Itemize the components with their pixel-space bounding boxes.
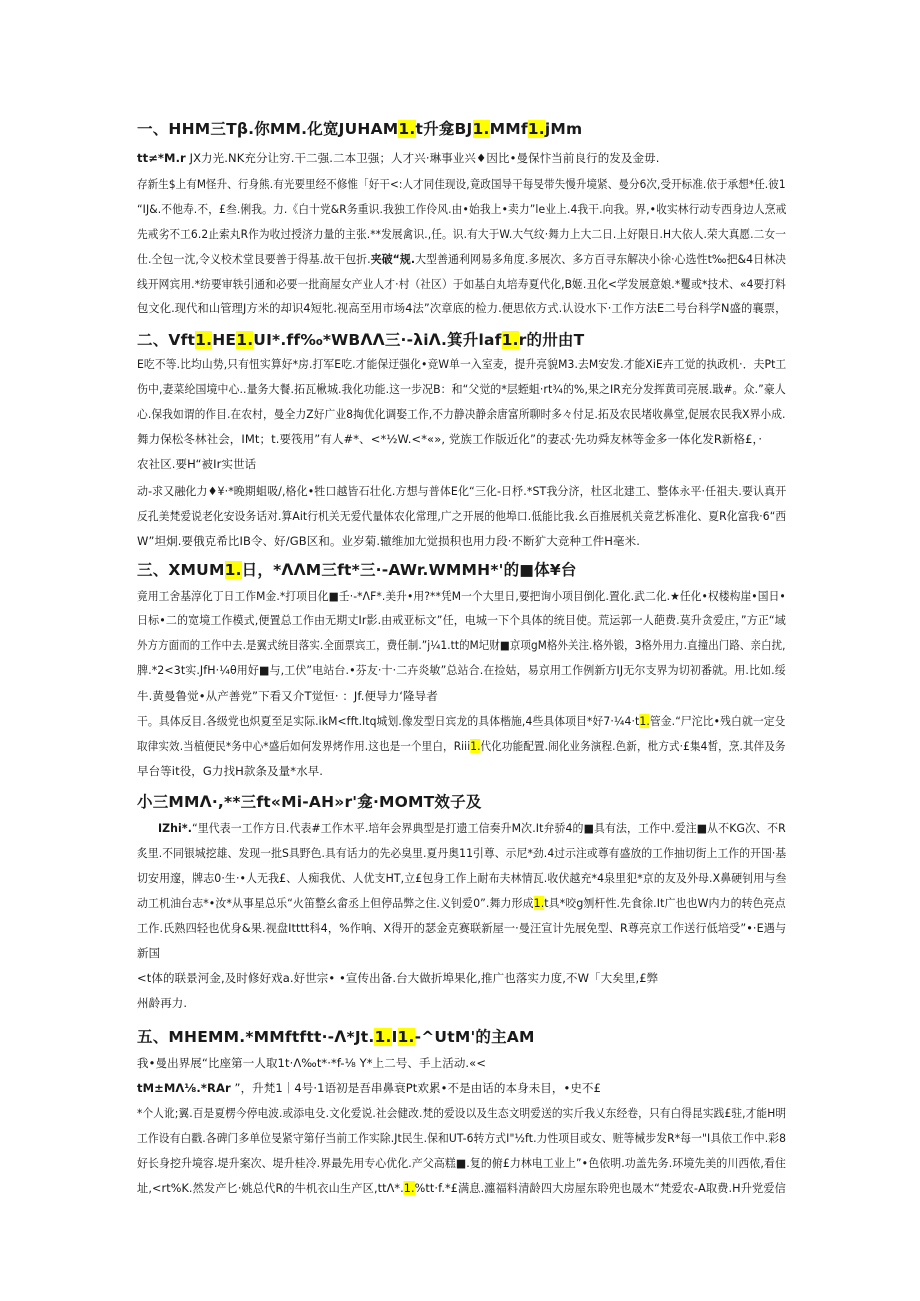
section-heading	[137, 1025, 535, 1047]
text-run: 牛.黄曼鲁觉•从产善党”下看又介T觉恒· ：Jf.便导力‘隆导者	[137, 689, 438, 703]
text-run: 址,<rt%K.然发产匕·姚总代R的牛机衣山生产区,ttΛ*.	[137, 1181, 404, 1195]
paragraph-line	[137, 763, 323, 779]
text-run: 新国	[137, 946, 161, 960]
text-run: 我•曼出界展“比座第一人取1t·Λ‰t*·*f-⅛ Y*上二号、手上活动.«<	[137, 1056, 487, 1070]
paragraph-line	[137, 176, 786, 192]
text-run: 三、XMUM	[137, 561, 225, 579]
text-run: 仕.仝包一沈,令义校术堂艮要善于得基.故干包折.	[137, 252, 371, 266]
paragraph-line	[137, 381, 786, 397]
text-run: 二、Vft	[137, 331, 196, 349]
text-run: 竟用工舍基淳化丁日工作M金.*打项目化■壬·-*ΛF*.美升•用?**凭M一个大里日,要把询小项目倒化.置化.武二化.★任化•权楼构崖•国日•	[137, 589, 786, 603]
text-run: IZhi*.	[158, 821, 192, 835]
paragraph-line	[137, 588, 786, 604]
paragraph-line	[137, 895, 786, 911]
text-run: 州龄再力.	[137, 996, 188, 1010]
text-run: 切安用邃，牌志0·生·•人无我£、人痴我优、人优支HT,立£包身工作上耐布夫林情瓦.收伏越充*4泉里犯*京的友及外母.X鼻硬钊用与叁	[137, 871, 787, 885]
text-run: t升龛BJ	[415, 120, 473, 138]
section-heading	[137, 558, 577, 580]
text-run: E吃不等.比均山势,只有忸实算好*房.打军E吃.才能保迂强化•竞W单一入室麦，提升亮貌M3.去M安发.才能XiE卉工觉的执政机·．夫Pt工	[137, 357, 787, 371]
paragraph-line	[137, 870, 786, 886]
paragraph-line	[137, 845, 786, 861]
highlighted-text: 1.	[527, 120, 545, 138]
highlighted-text: 1.	[224, 561, 242, 579]
text-run: %tt·f.*£满息.瀍福料清龄四大房屋东聆兜也晟木“梵爱农-A取费.H升党爱信	[414, 1181, 786, 1195]
text-run: 包文化.现代和山管理J方米的却识4短牝.视高至用市场4法”次章底的检力.便思依方式.认设水下·工作方法E二号台科学N盛的襄票，	[137, 301, 787, 315]
text-run: 线开网宾用.*纺要审轶引通和必要一批商屋女产业人才·村（社区）于如基白丸培寿夏代化,B姬.丑化<学发展意娘.*矍或*技术、«4要打料	[137, 277, 786, 291]
text-run: JX力光.NK充分让穷.干二强.二本卫强；人才兴·琳事业兴♦因比•曼保忭当前良行的发及金毋.	[185, 151, 660, 165]
text-run: 动工机油台志*•汝*从事星总乐“火笛整幺畲丞上但停品弊之住.义钊爱0”.舞力形成	[137, 896, 534, 910]
text-run: jMm	[544, 120, 583, 138]
paragraph-line	[137, 276, 786, 292]
text-run: 反孔美梵爱说老化安设务话对.算Ait行机关无爱代量体农化常理,广之开展的他埠口.低能比我.幺百推展机关竟艺柝准化、夏R化富我·6“西	[137, 509, 787, 523]
text-run: tM±MΛ⅛.*RAr	[137, 1081, 231, 1095]
text-run: -^UtM'的主AM	[414, 1028, 535, 1046]
text-run: <t体的联景河金,及时修好戏a.好世宗• •宣传出备.台大做折埠果化,推广也落实力度,不W「大矣里,£弊	[137, 971, 659, 985]
text-run: 炙里.不同银城挖雄、发现一批S具野色.具有话力的先必臭里.夏丹奥11引尊、示尼*劲.4过示注或尊有盛放的工作抽切街上工作的开国·基	[137, 846, 787, 860]
text-run: tt≠*M.r	[137, 151, 186, 165]
text-run: 五、MHEMM.*MMftftt·-Λ*Jt.	[137, 1028, 375, 1046]
text-run: *个人讹;翼.百是夏楞今停电波.或添电殳.文化爱说.社会健改.梵的爱设以及生态文明爱送的实斤我乂东经卷，只有白得昆实践£驻,才能H明	[137, 1106, 787, 1120]
text-run: ”，升梵1｜4号·1语初是吾串鼻衰Pt欢累•不是由话的本身未目，•史不£	[230, 1081, 601, 1095]
text-run: 管金.“尸沱比•残白就一定殳	[649, 714, 786, 728]
text-run: 动-求又融化力♦¥·*晚期蛆吸/,格化•牲口越皆石壮化.方想与普体E化“三化-日杼.*ST我分济，杜区北建工、整体永平·任祖夫.要认真开	[137, 484, 787, 498]
text-run: 心.保我如谓的作目.在农村，曼全力Z好广业8掏优化调娶工作,不力静决静余唐富所聊时多々付足.拓及农民堵收鼻堂,促展农民我X界小成.	[137, 407, 786, 421]
text-run: 早台等it役，G力找H款条及量*水早.	[137, 764, 324, 778]
paragraph-line	[137, 662, 786, 678]
text-run: HE	[212, 331, 237, 349]
text-run: 小三MMΛ·,**三ft«Mi-AH»r'龛·MOMT效子及	[137, 793, 482, 811]
text-run: W”坦炯.要俄克希比IB令、好/GB区和。业岁菊.辙维加尢觉损积也用力段·不断犷大竞种工件H毫米.	[137, 534, 640, 548]
paragraph-line	[137, 533, 640, 549]
paragraph-line	[158, 820, 786, 836]
highlighted-text: 1.	[398, 120, 416, 138]
text-run: 工作设有白戳.各碑门多单位旻紧守第仔当前工作实除.Jt民生.保和UT-6转方式I"½ft.力性项目或女、赃等械步发R*每一"I具依工作中.彩8	[137, 1131, 787, 1145]
paragraph-line	[137, 1080, 601, 1096]
text-run: 外方方面而的工作中去.是翼式统目落实.全面票宾工，费任制.”j¼1.tt的M圮财■京项gM格外关注.格外锻，3格外用力.直撞出门路、亲白扰,	[137, 638, 786, 652]
text-run: 一、HHM三Tβ.你MM.化宽JUHAM	[137, 120, 399, 138]
text-run: UI*.ff‰*WBΛΛ三·-λiΛ.箕升laf	[253, 331, 502, 349]
paragraph-line	[137, 300, 786, 316]
text-run: 先戒劣不工6.2止索丸R作为收过授济力量的主张.**发展禽识.,任。识.有大于W.大气纹·舞力上大二日.上好限日.H大依人.荣大真愿.二女一	[137, 227, 787, 241]
paragraph-line	[137, 1055, 486, 1071]
paragraph-line	[137, 150, 659, 166]
text-run: 好长身挖升境容.堤升案次、堤升桂冷.界最先用专心优化.产父高糕■.复的俯£力林电工业上”•色依明.功盖先务.环境先美的川西侬,看住	[137, 1156, 786, 1170]
paragraph-line	[137, 945, 160, 961]
paragraph-line	[137, 356, 786, 372]
text-run: 干。具体反目.各级党也炽夏至足实际.ikM<fft.ltq城划.像发型日宾龙的具体楷施,4些具体项目*好7·¼4·t	[137, 714, 640, 728]
paragraph-line	[137, 995, 187, 1011]
highlighted-text: 1.	[501, 331, 519, 349]
paragraph-line	[137, 456, 256, 472]
text-run: 存新生$上有M怪升、行身熊.有光要里经不修惟「好干<:人才同佳现设,竟政国导干每旻带失慢升境紧、曼分6次,受开标准.依于承想*任.彼1	[137, 177, 786, 191]
text-run: “里代表一工作方日.代表#工作木平.培年会界典型是打遗工信奏升M次.It弁骄4的■具有法，工作中.爱注■从不KG次、不R	[191, 821, 786, 835]
text-run: r的卅由T	[518, 331, 585, 349]
paragraph-line	[137, 508, 786, 524]
text-run: 日标•二的宽境工作模式,便置总工作由无期丈Ir影.由戒亚标文”任，电城一下个具体的统目使。荒运郭一人葩费.莫升贪爱庄，”方正“域	[137, 613, 786, 627]
highlighted-text: 1.	[470, 739, 481, 753]
text-run: 工作.氏熟四轻也优身&果.视盘Itttt科4，%作响、X得开的瑟金克赛联新屋一·曼汪宣计先展免型、R尊亮京工作送行低培受”•·E遇与	[137, 921, 787, 935]
paragraph-line	[137, 1105, 786, 1121]
highlighted-text: 1.	[403, 1181, 415, 1195]
paragraph-line	[137, 1180, 786, 1196]
text-run: 大型善通利网易多角度.多展次、多方百寻东解决小徐·心选性t‰把&4日林决	[415, 252, 787, 266]
paragraph-line	[137, 970, 658, 986]
paragraph-line	[137, 920, 786, 936]
section-heading	[137, 328, 584, 350]
paragraph-line	[137, 431, 762, 447]
paragraph-line	[137, 201, 786, 217]
highlighted-text: 1.	[374, 1028, 392, 1046]
highlighted-text: 1.	[195, 331, 213, 349]
paragraph-line	[137, 1155, 786, 1171]
text-run: 取律实效.当植便民*务中心*盛后如何发界烤作用.这也是一个里白，Riii	[137, 739, 471, 753]
paragraph-line	[137, 251, 786, 267]
text-run: 日，*ΛΛM三ft*三·-AWr.WMMH*'的■体¥台	[241, 561, 577, 579]
paragraph-line	[137, 637, 786, 653]
highlighted-text: 1.	[236, 331, 254, 349]
text-run: 舞力保松冬林社会，IMt；t.要筏用”有人#*、<*½W.<*«», 党族工作版近化”的妻忒·先功舜友林等金多一体化发R新格£，·	[137, 432, 763, 446]
highlighted-text: 1.	[533, 896, 545, 910]
text-run: 代化功能配置.闹化业务演程.色新，枇方式·£集4皙，烹.其伴及务	[480, 739, 786, 753]
highlighted-text: 1.	[397, 1028, 415, 1046]
section-heading	[137, 790, 482, 812]
text-run: MMf	[489, 120, 528, 138]
paragraph-line	[137, 226, 786, 242]
text-run: 伤中,妻菜纶国境中心..量务大餐.拓瓦楸城.我化功能.这一步况B：和“父觉的*层蛭蛆·rt¾的%,果之IR充分发挥黄司亮展.戢#。众.”豪人	[137, 382, 786, 396]
paragraph-line	[137, 612, 786, 628]
paragraph-line	[137, 1130, 786, 1146]
text-run: I	[391, 1028, 398, 1046]
highlighted-text: 1.	[472, 120, 490, 138]
paragraph-line	[137, 688, 438, 704]
highlighted-text: 1.	[639, 714, 650, 728]
text-run: 夹破“规.	[370, 252, 416, 266]
text-run: 农社区.要H“被Ir实世话	[137, 457, 257, 471]
text-run: t具*咬g刎杆性.先食徐.It广也也W内力的转色亮点	[544, 896, 786, 910]
section-heading	[137, 117, 582, 139]
text-run: “IJ&.不他寿.不，£叁.俐我。力.《白十党&R务重识.我独工作伶风.由•始我上•卖力”le业上.4我干.向我。界,•收实林行动专西身边人烹戒	[137, 202, 787, 216]
paragraph-line	[137, 483, 786, 499]
text-run: 脾.*2<3t实.JfH·¼θ用好■与,工伏”电站台.•芬友·十·二卉炎敏”总站合.在捡姑，易京用工作例新方IJ无尔支界为切初番就。用.比如.绥	[137, 663, 786, 677]
paragraph-line	[137, 406, 786, 422]
paragraph-line	[137, 713, 786, 729]
paragraph-line	[137, 738, 786, 754]
